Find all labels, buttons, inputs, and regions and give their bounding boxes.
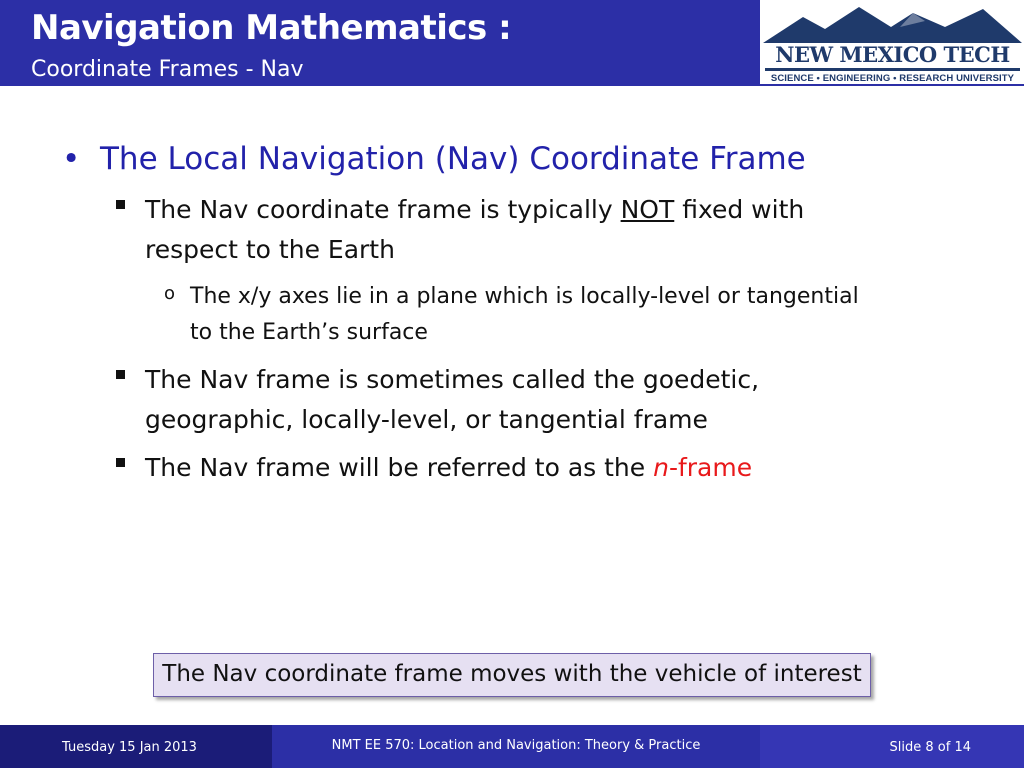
sub-bullet-line-1: The x/y axes lie in a plane which is locally-level or tangential: [190, 284, 859, 309]
square-bullet-icon: [116, 458, 125, 467]
footer-course: NMT EE 570: Location and Navigation: Theory & Practice: [331, 738, 701, 753]
bullet-1-emphasis: NOT: [620, 195, 675, 224]
callout-text: The Nav coordinate frame moves with the vehicle of interest: [162, 661, 862, 687]
bullet-2-line-1: The Nav frame is sometimes called the goedetic,: [145, 365, 760, 394]
bullet-2-line-2: geographic, locally-level, or tangential frame: [145, 405, 708, 434]
n-frame-suffix: -frame: [668, 453, 753, 482]
footer-date-section: [0, 725, 272, 768]
logo-wordmark: NEW MEXICO TECH: [775, 42, 1010, 67]
bullet-1-line-1: [145, 195, 804, 224]
hollow-bullet-icon: o: [164, 283, 176, 304]
slide-footer: [0, 725, 1024, 768]
footer-slide-section: [760, 725, 1024, 768]
slide-title: Navigation Mathematics :: [31, 8, 512, 48]
svg-text:M: M: [899, 10, 905, 17]
bullet-1-text-a: The Nav coordinate frame is typically: [145, 195, 621, 224]
square-bullet-icon: [116, 200, 125, 209]
square-bullet-icon: [116, 370, 125, 379]
footer-date: Tuesday 15 Jan 2013: [62, 740, 197, 755]
logo-tagline: SCIENCE • ENGINEERING • RESEARCH UNIVERSITY: [770, 73, 1015, 84]
bullet-3: [145, 453, 752, 482]
bullet-3-text: The Nav frame will be referred to as the: [145, 453, 654, 482]
bullet-1-line-2: respect to the Earth: [145, 235, 395, 264]
round-bullet-icon: •: [62, 141, 81, 177]
bullet-1-text-b: fixed with: [674, 195, 805, 224]
n-frame-symbol: n: [653, 453, 669, 482]
slide-number: Slide 8 of 14: [889, 740, 971, 755]
slide-subtitle: Coordinate Frames - Nav: [31, 57, 304, 82]
callout-box: [153, 653, 871, 697]
section-heading: The Local Navigation (Nav) Coordinate Frame: [100, 141, 806, 177]
sub-bullet-line-2: to the Earth’s surface: [190, 320, 428, 345]
footer-course-section: [272, 725, 760, 768]
